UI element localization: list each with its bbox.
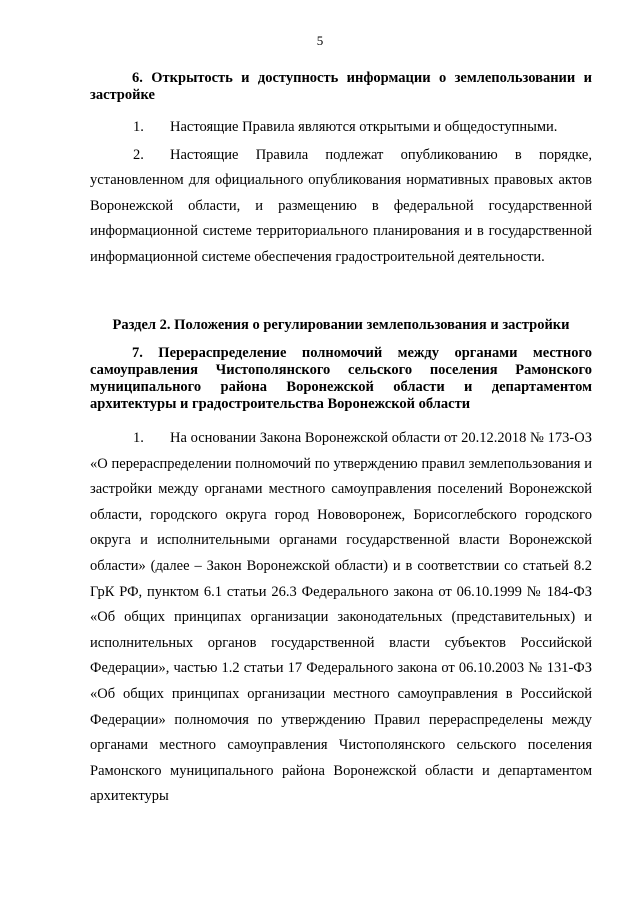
- item-number: 2.: [133, 146, 144, 163]
- item-text: Настоящие Правила подлежат опубликованию в порядке, установленном для официального опубликования нормативных правовых актов Воронежской области, и размещению в федеральной государственной информационной системе территориального планирования и в государственной информационной системе обеспечения градостроительной деятельности.: [90, 146, 592, 265]
- section-2-title: Раздел 2. Положения о регулировании землепользования и застройки: [112, 317, 570, 333]
- article-6-item-2: [90, 143, 592, 271]
- item-text: Настоящие Правила являются открытыми и общедоступными.: [170, 119, 558, 135]
- article-7-body: [90, 426, 592, 810]
- item-number: 1.: [133, 119, 144, 135]
- article-7-heading: 7. Перераспределение полномочий между органами местного самоуправления Чистополянского сельского поселения Рамонского муниципального района Воронежской области и департаментом архитектуры и градостроительства Воронежской области: [90, 345, 592, 412]
- article-7-item-1: [90, 426, 592, 810]
- article-6-item-1: [90, 115, 592, 141]
- item-number: 1.: [133, 430, 144, 446]
- article-6-body: [90, 115, 592, 271]
- item-text: На основании Закона Воронежской области от 20.12.2018 № 173-ОЗ «О перераспределении полномочий по утверждению правил землепользования и застройки между органами местного самоуправления поселений Воронежской области, городского округа город Нововоронеж, Борисоглебского городского округа и исполнительными органами государственной власти Воронежской области» (далее – Закон Воронежской области) и в соответствии со статьей 8.2 ГрК РФ, пунктом 6.1 статьи 26.3 Федерального закона от 06.10.1999 № 184-ФЗ «Об общих принципах организации законодательных (представительных) и исполнительных органов государственной власти субъектов Российской Федерации», частью 1.2 статьи 17 Федерального закона от 06.10.2003 № 131-ФЗ «Об общих принципах организации местного самоуправления в Российской Федерации» полномочия по утверждению Правил перераспределены между органами местного самоуправления Чистополянского сельского поселения Рамонского муниципального района Воронежской области и департаментом архитектуры: [90, 430, 592, 805]
- article-6-heading: 6. Открытость и доступность информации о землепользовании и застройке: [90, 70, 592, 103]
- page-number: 5: [316, 33, 324, 48]
